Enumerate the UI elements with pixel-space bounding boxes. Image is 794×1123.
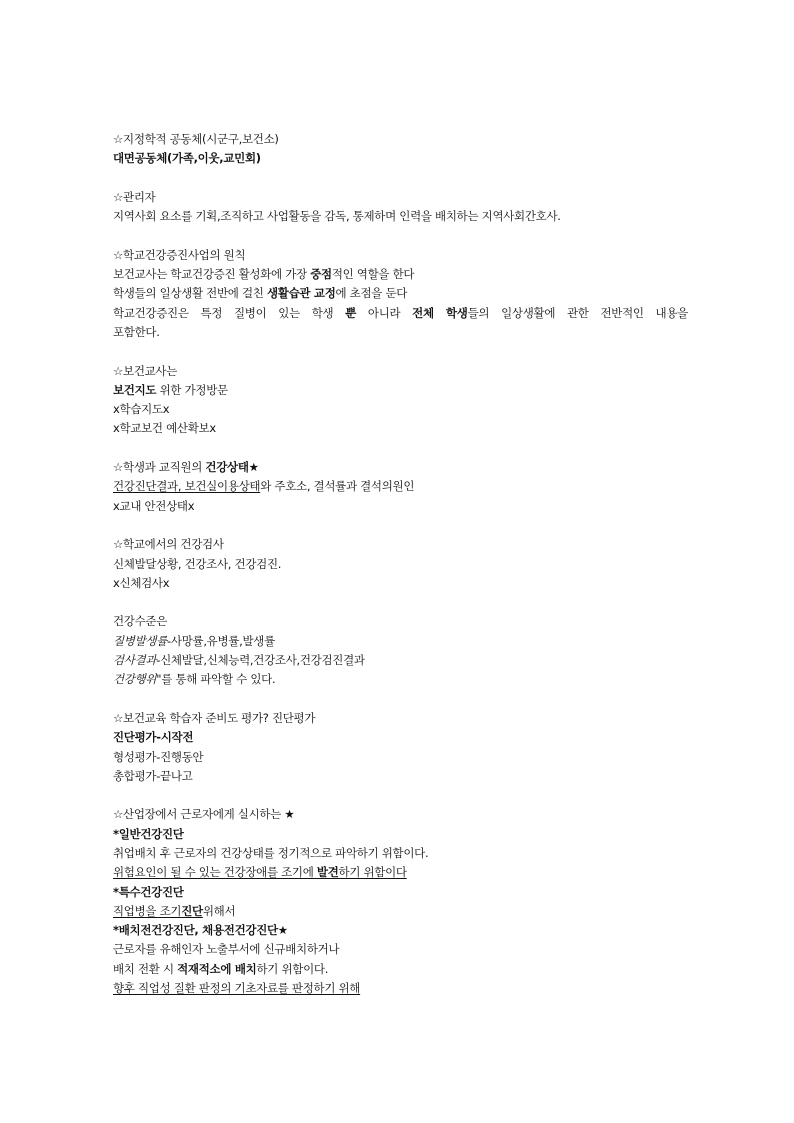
principle-line-2-b: 생활습관 교정: [266, 286, 336, 301]
industry-line-3-u: [113, 904, 203, 918]
industry-title: ☆산업장에서 근로자에게 실시하는 ★: [113, 807, 295, 822]
principle-line-2: [113, 284, 688, 303]
status-line-1-a: 건강진단결과, 보건실이용상태: [113, 479, 261, 494]
document-content: [113, 130, 688, 998]
teacher-line-1: [113, 381, 688, 400]
industry-line-3: [113, 902, 688, 921]
principle-line-4: 포함한다.: [113, 324, 160, 339]
principle-title: ☆학교건강증진사업의 원칙: [113, 247, 246, 262]
teacher-title: ☆보건교사는: [113, 363, 178, 378]
industry-heading-1: [113, 825, 688, 844]
evaluation-line-3: 총합평가-끝나고: [113, 768, 193, 783]
principle-line-1-c: 적인 역할을 한다: [331, 267, 415, 282]
community-line-1: ☆지정학적 공동체(시군구,보건소): [113, 132, 279, 146]
level-line-3-b: "를 통해 파악할 수 있다.: [156, 672, 276, 687]
industry-line-2-a: 위험요인이 될 수 있는 건강장애를 조기에: [113, 865, 317, 880]
industry-line-5-c: 하기 위함이다.: [256, 961, 329, 976]
teacher-line-1-b: 위한 가정방문: [156, 382, 228, 397]
industry-line-3-b: 진단: [181, 903, 203, 918]
industry-line-6-text: 향후 직업성 질환 판정의 기초자료를 판정하기 위해: [113, 981, 361, 996]
industry-line-6: [113, 979, 688, 998]
principle-line-2-c: 에 초점을 둔다: [335, 286, 408, 301]
level-line-3: [113, 670, 688, 689]
industry-line-1: 취업배치 후 근로자의 건강상태를 정기적으로 파악하기 위함이다.: [113, 845, 429, 860]
principle-line-1-a: 보건교사는 학교건강증진 활성화에 가장: [113, 267, 311, 282]
principle-line-3-d: 전체 학생: [412, 305, 468, 320]
manager-title: ☆관리자: [113, 189, 156, 204]
teacher-line-3: x학교보건 예산확보x: [113, 421, 216, 436]
level-line-2: [113, 651, 688, 670]
principle-line-2-a: 학생들의 일상생활 전반에 걸친: [113, 286, 267, 301]
industry-line-2-u: [113, 865, 407, 879]
status-title-a: ☆학생과 교직원의: [113, 460, 206, 475]
principle-line-3-e: 들의 일상생활에 관한 전반적인 내용을: [467, 305, 688, 320]
industry-heading-2-text: *특수건강진단: [113, 884, 184, 899]
industry-line-2-b: 발견: [316, 865, 339, 880]
status-line-2: x교내 안전상태x: [113, 498, 195, 513]
evaluation-title: ☆보건교육 학습자 준비도 평가? 진단평가: [113, 710, 316, 725]
industry-heading-3-text: *배치전건강진단, 채용전건강진단★: [113, 923, 288, 938]
principle-line-1: [113, 265, 688, 284]
exam-line-1: 신체발달상황, 건강조사, 건강검진.: [113, 556, 282, 571]
level-line-1: [113, 632, 688, 651]
exam-title: ☆학교에서의 건강검사: [113, 537, 224, 552]
principle-line-1-b: 중점: [310, 267, 332, 282]
exam-line-2: x신체검사x: [113, 575, 170, 590]
industry-line-4: 근로자를 유해인자 노출부서에 신규배치하거나: [113, 942, 340, 957]
evaluation-line-1-text: 진단평가-시작전: [113, 730, 194, 745]
level-line-1-b: -사망률,유병률,발생률: [167, 633, 275, 648]
teacher-line-2: x학습지도x: [113, 402, 170, 417]
status-line-1-b: 와 주호소, 결석률과 결석의원인: [260, 479, 415, 494]
industry-line-3-c: 위해서: [202, 903, 236, 918]
principle-line-3-c: 아니라: [356, 305, 413, 320]
industry-line-2-c: 하기 위함이다: [338, 865, 407, 880]
principle-line-3: [113, 304, 688, 323]
status-line-1: [113, 477, 688, 496]
industry-heading-1-text: *일반건강진단: [113, 826, 184, 841]
community-line-2: [113, 149, 688, 168]
evaluation-line-2: 형성평가-진행동안: [113, 749, 204, 764]
evaluation-line-1: [113, 728, 688, 747]
level-line-2-a: 검사결과: [113, 653, 157, 668]
industry-line-3-a: 직업병을 조기: [113, 903, 182, 918]
level-title: 건강수준은: [113, 614, 168, 629]
level-line-1-a: 질병발생률: [113, 633, 168, 648]
status-title: [113, 458, 688, 477]
level-line-3-a: 건강행위: [113, 672, 157, 687]
industry-heading-3: [113, 921, 688, 940]
industry-line-5-a: 배치 전환 시: [113, 961, 178, 976]
teacher-line-1-a: 보건지도: [113, 382, 157, 397]
principle-line-3-b: 뿐: [345, 305, 357, 320]
level-line-2-b: -신체발달,신체능력,건강조사,건강검진결과: [156, 653, 365, 668]
industry-line-2: [113, 863, 688, 882]
community-line-2-text: 대면공동체(가족,이웃,교민회): [113, 151, 261, 166]
industry-line-5-b: 적재적소에 배치: [177, 961, 257, 976]
industry-heading-2: [113, 883, 688, 902]
principle-line-3-a: 학교건강증진은 특정 질병이 있는 학생: [113, 305, 346, 320]
status-title-b: 건강상태★: [205, 460, 259, 475]
industry-line-5: [113, 960, 688, 979]
manager-body: 지역사회 요소를 기획,조직하고 사업활동을 감독, 통제하며 인력을 배치하는 지역사회간호사.: [113, 209, 561, 224]
